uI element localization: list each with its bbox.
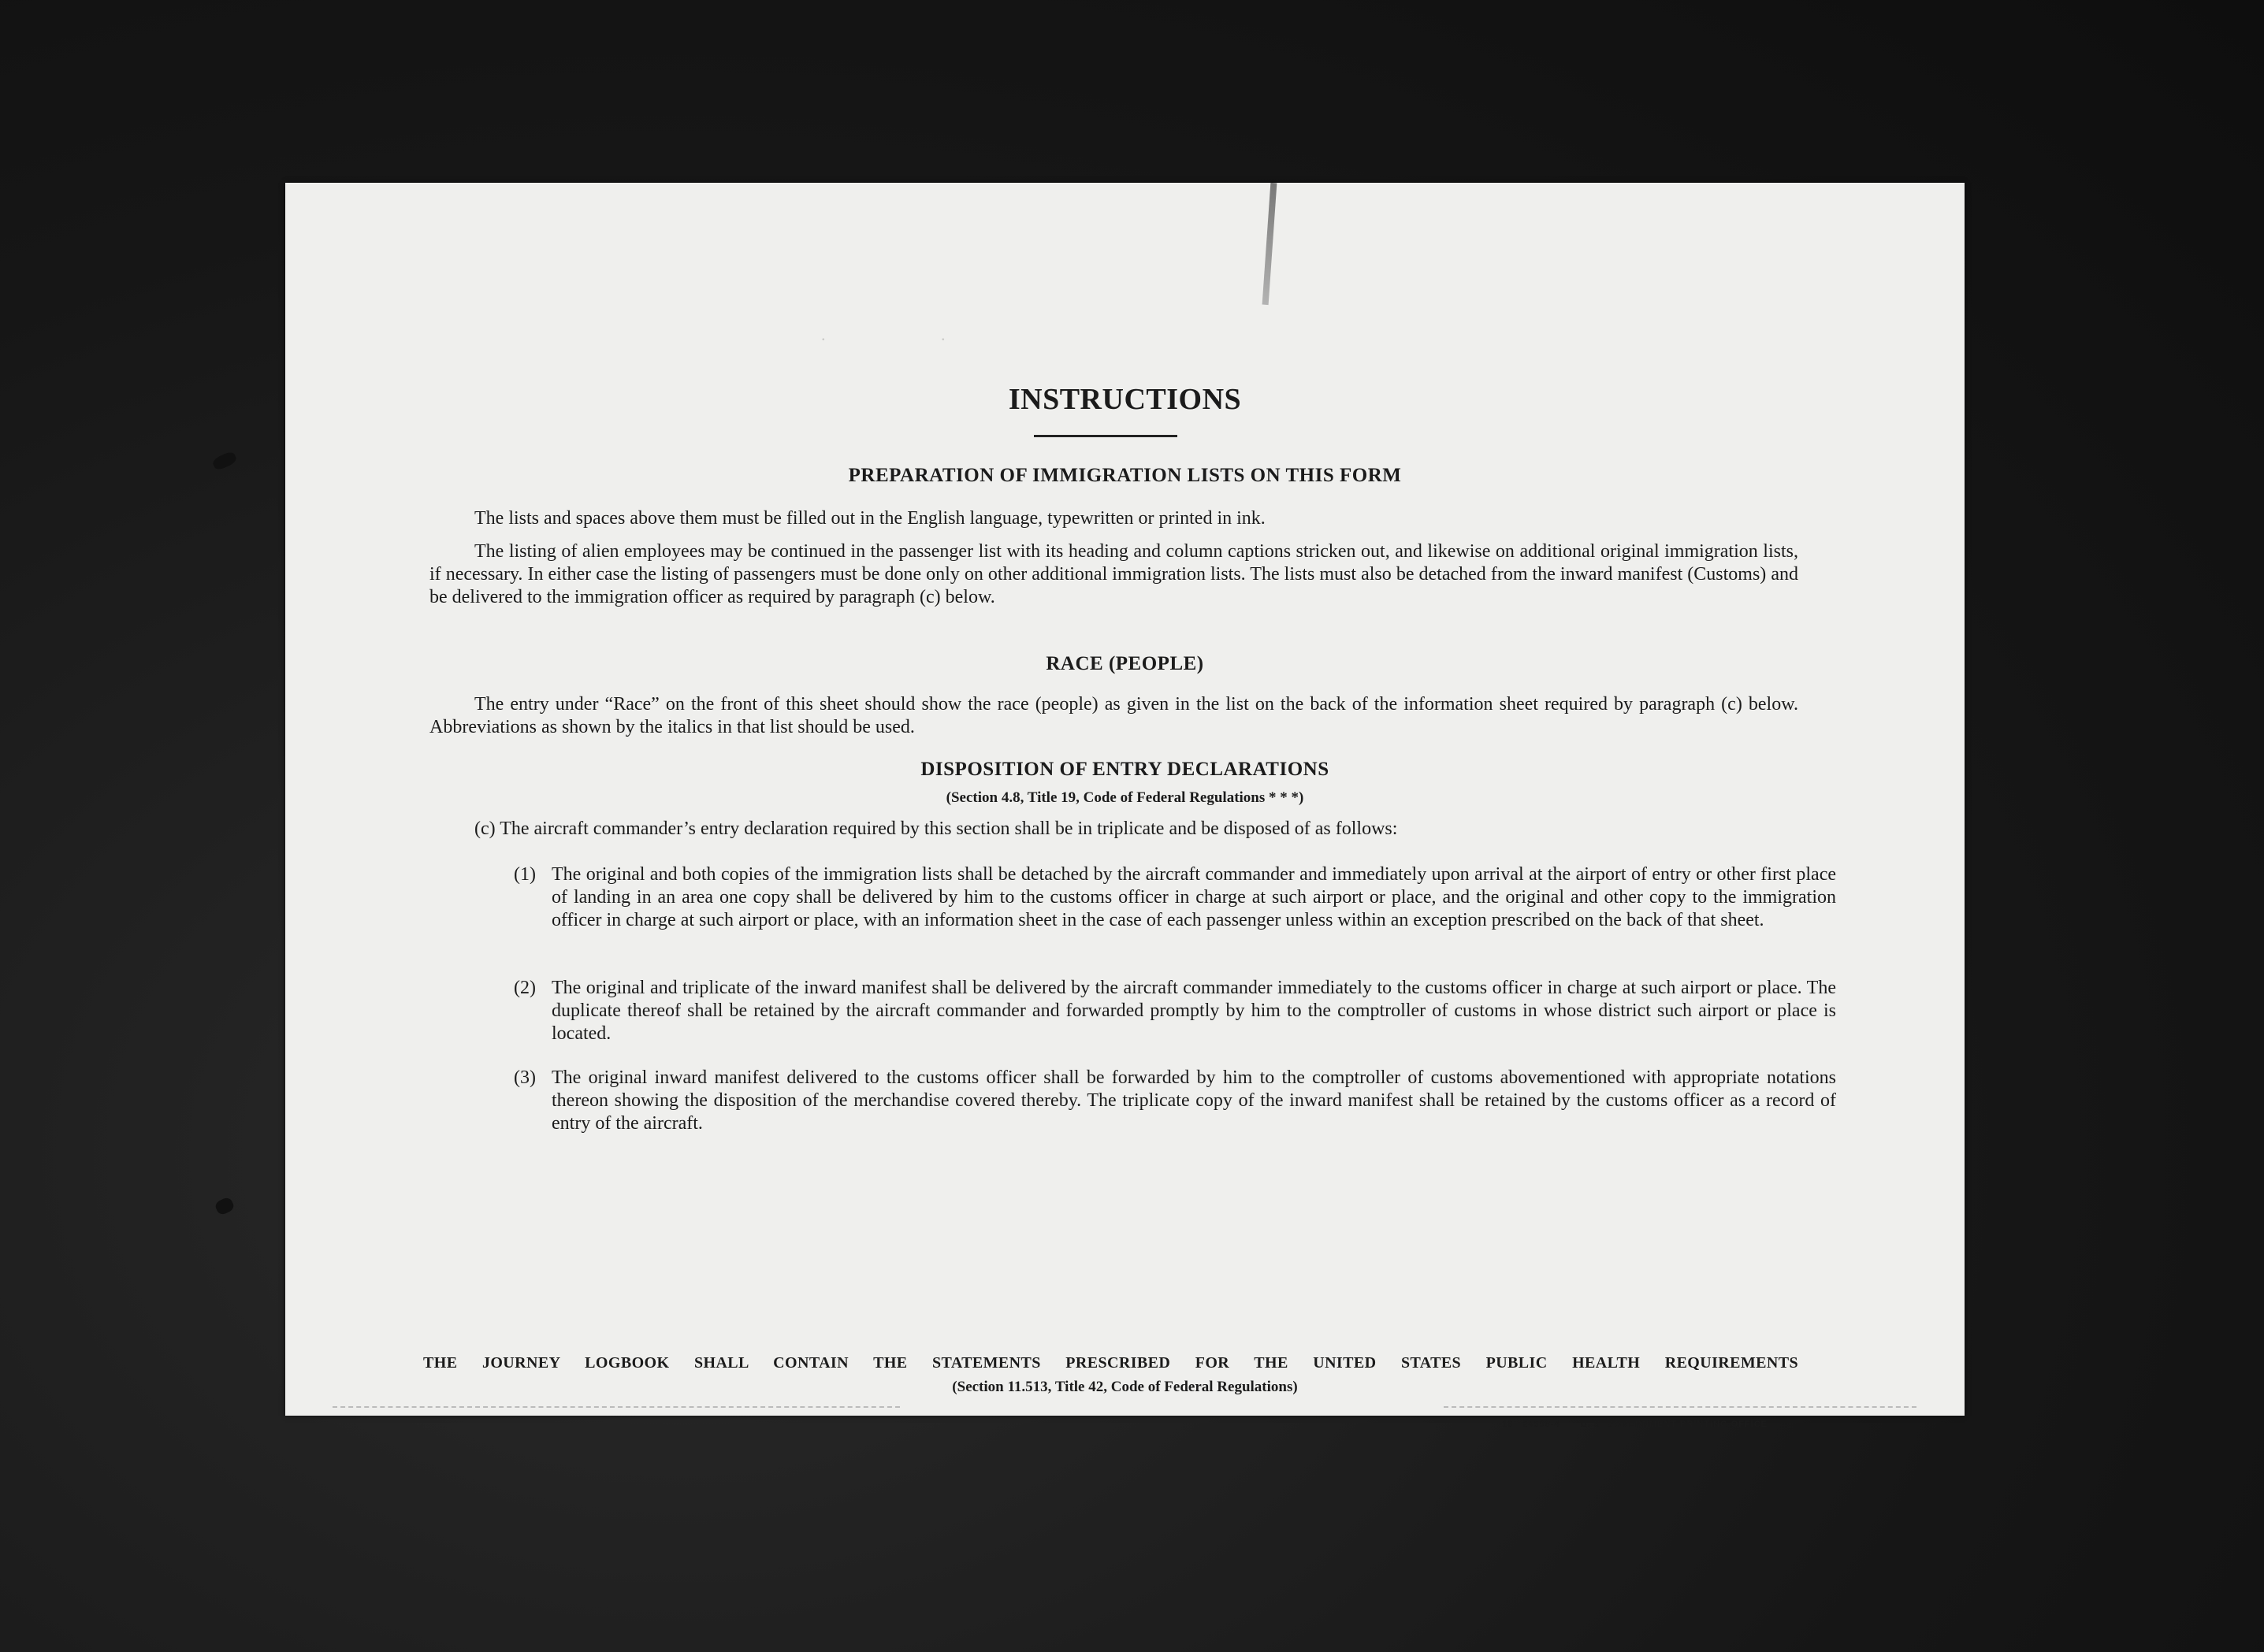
item-number: (2) bbox=[514, 978, 536, 998]
printing-info bbox=[1502, 1420, 1768, 1429]
disposition-citation: (Section 4.8, Title 19, Code of Federal Regulations * * *) bbox=[946, 789, 1304, 806]
disposition-item-2 bbox=[514, 977, 1836, 1045]
item-number: (1) bbox=[514, 864, 536, 885]
ink-blot bbox=[214, 1196, 236, 1216]
title-underline bbox=[1034, 435, 1177, 437]
logbook-statement: THE JOURNEY LOGBOOK SHALL CONTAIN THE STATEMENTS PRESCRIBED FOR THE UNITED STATES PUBLIC HEALTH REQUIREMENTS bbox=[423, 1354, 1798, 1372]
ink-blot bbox=[211, 450, 238, 471]
bleed-through-text: . . bbox=[821, 325, 949, 344]
page-title: INSTRUCTIONS bbox=[1008, 383, 1242, 416]
document-page bbox=[285, 183, 1965, 1429]
bottom-perforation bbox=[333, 1406, 900, 1409]
logbook-citation: (Section 11.513, Title 42, Code of Federal Regulations) bbox=[952, 1379, 1298, 1395]
paper-tear-mark bbox=[1262, 183, 1277, 305]
printer-name: U. S. GOVERNMENT PRINTING OFFICE bbox=[1580, 1420, 1768, 1429]
disposition-heading: DISPOSITION OF ENTRY DECLARATIONS bbox=[920, 759, 1329, 780]
disposition-item-1 bbox=[514, 863, 1836, 932]
item-text: The original and triplicate of the inward manifest shall be delivered by the aircraft commander immediately to the customs officer in charge at such airport or place. The duplicate thereof shall be retained by the aircraft commander and forwarded promptly by him to the comptroller of customs in whose district such airport or place is located. bbox=[552, 978, 1836, 1044]
preparation-paragraph-1: The lists and spaces above them must be filled out in the English language, typewritten or printed in ink. bbox=[474, 508, 1266, 529]
preparation-heading: PREPARATION OF IMMIGRATION LISTS ON THIS FORM bbox=[848, 465, 1402, 486]
item-text: The original inward manifest delivered to the customs officer shall be forwarded by him to the comptroller of customs abovementioned with appropriate notations thereon showing the disposition of the merchandise covered thereby. The triplicate copy of the inward manifest shall be retained by the customs officer as a record of entry of the aircraft. bbox=[552, 1067, 1836, 1134]
race-paragraph: The entry under “Race” on the front of this sheet should show the race (people) as given in the list on the back of the information sheet required by paragraph (c) below. Abbreviations as shown by the italics in that list should be used. bbox=[429, 694, 1798, 737]
intro-text: The aircraft commander’s entry declaration required by this section shall be in triplicate and be disposed of as follows: bbox=[500, 819, 1398, 839]
form-code: 16—24598-4 bbox=[1501, 1420, 1560, 1429]
item-number: (3) bbox=[514, 1067, 536, 1088]
race-heading: RACE (PEOPLE) bbox=[1046, 653, 1204, 674]
bottom-perforation bbox=[1444, 1406, 1916, 1409]
item-text: The original and both copies of the immigration lists shall be detached by the aircraft commander and immediately upon arrival at the airport of entry or other first place of landing in an area one copy shall be delivered by him to the customs officer in charge at such airport or place, and the original and other copy to the immigration officer in charge at such airport or place, with an information sheet in the case of each passenger unless within an exception prescribed on the back of that sheet. bbox=[552, 864, 1836, 930]
disposition-intro bbox=[474, 818, 1798, 841]
disposition-item-3 bbox=[514, 1067, 1836, 1135]
preparation-paragraph-2: The listing of alien employees may be continued in the passenger list with its heading and column captions stricken out, and likewise on additional original immigration lists, if necessary. In either case the listing of passengers must be done only on other additional immigration lists. The lists must also be detached from the inward manifest (Customs) and be delivered to the immigration officer as required by paragraph (c) below. bbox=[429, 541, 1798, 607]
intro-label: (c) bbox=[474, 819, 496, 839]
